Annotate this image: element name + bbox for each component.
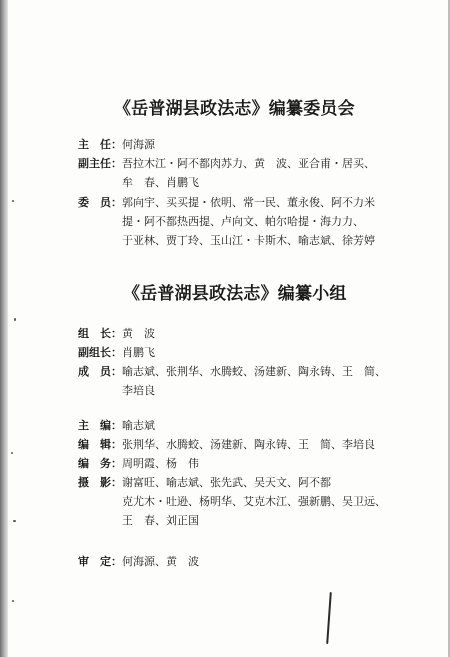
scan-speck bbox=[12, 200, 14, 202]
team-row-review bbox=[78, 553, 199, 571]
team-row-members bbox=[78, 363, 386, 381]
scan-left-edge bbox=[0, 0, 8, 657]
scan-speck bbox=[13, 520, 16, 522]
row-continuation: 王 春、刘正国 bbox=[122, 514, 199, 527]
team-row-leader bbox=[78, 325, 155, 343]
row-value: 郭向宇、买买提・依明、常一民、董永俊、阿不力米 bbox=[122, 196, 375, 209]
row-continuation: 提・阿不都热西提、卢向文、帕尔哈提・海力力、 bbox=[122, 215, 364, 228]
row-value: 喻志斌 bbox=[122, 419, 155, 432]
row-continuation: 克尤木・吐逊、杨明华、艾克木江、强新鹏、吴卫远、 bbox=[122, 495, 386, 508]
committee-row-members bbox=[78, 194, 375, 212]
row-value: 周明霞、杨 伟 bbox=[122, 457, 199, 470]
row-value: 张荆华、水腾蛟、汤建新、陶永铸、王 简、李培良 bbox=[122, 438, 375, 451]
team-row-editors bbox=[78, 436, 375, 454]
committee-row-director bbox=[78, 136, 155, 154]
row-label: 编 辑： bbox=[78, 438, 122, 451]
row-label: 成 员： bbox=[78, 365, 122, 378]
row-value: 何海源 bbox=[122, 138, 155, 151]
row-label: 副组长： bbox=[78, 346, 122, 359]
row-value: 吾拉木江・阿不都肉苏力、黄 波、亚合甫・居买、 bbox=[122, 157, 375, 170]
team-row-deputy-leader bbox=[78, 344, 155, 362]
row-value: 肖鹏飞 bbox=[122, 346, 155, 359]
scan-speck bbox=[11, 452, 13, 454]
row-label: 审 定： bbox=[78, 555, 122, 568]
committee-row-deputy-director bbox=[78, 155, 375, 173]
team-title: 《岳普湖县政法志》编纂小组 bbox=[123, 284, 347, 304]
row-label: 副主任： bbox=[78, 157, 122, 170]
row-continuation: 于亚林、贾丁玲、玉山江・卡斯木、喻志斌、徐芳婷 bbox=[122, 234, 375, 247]
row-label: 摄 影： bbox=[78, 476, 122, 489]
row-label: 组 长： bbox=[78, 327, 122, 340]
team-row-affairs bbox=[78, 455, 199, 473]
team-row-photography bbox=[78, 474, 331, 492]
row-value: 谢富旺、喻志斌、张先武、吴天文、阿不都 bbox=[122, 476, 331, 489]
row-value: 黄 波 bbox=[122, 327, 155, 340]
row-label: 主 任： bbox=[78, 138, 122, 151]
row-label: 编 务： bbox=[78, 457, 122, 470]
team-row-chief-editor bbox=[78, 417, 155, 435]
row-value: 何海源、黄 波 bbox=[122, 555, 199, 568]
scan-speck bbox=[12, 600, 14, 602]
row-continuation: 牟 春、肖鹏飞 bbox=[122, 176, 199, 189]
committee-title: 《岳普湖县政法志》编纂委员会 bbox=[114, 99, 355, 119]
row-value: 喻志斌、张荆华、水腾蛟、汤建新、陶永铸、王 简、 bbox=[122, 365, 386, 378]
row-continuation: 李培良 bbox=[122, 384, 155, 397]
row-label: 主 编： bbox=[78, 419, 122, 432]
row-label: 委 员： bbox=[78, 196, 122, 209]
pen-stroke-mark bbox=[326, 592, 332, 644]
scan-speck bbox=[14, 318, 16, 321]
